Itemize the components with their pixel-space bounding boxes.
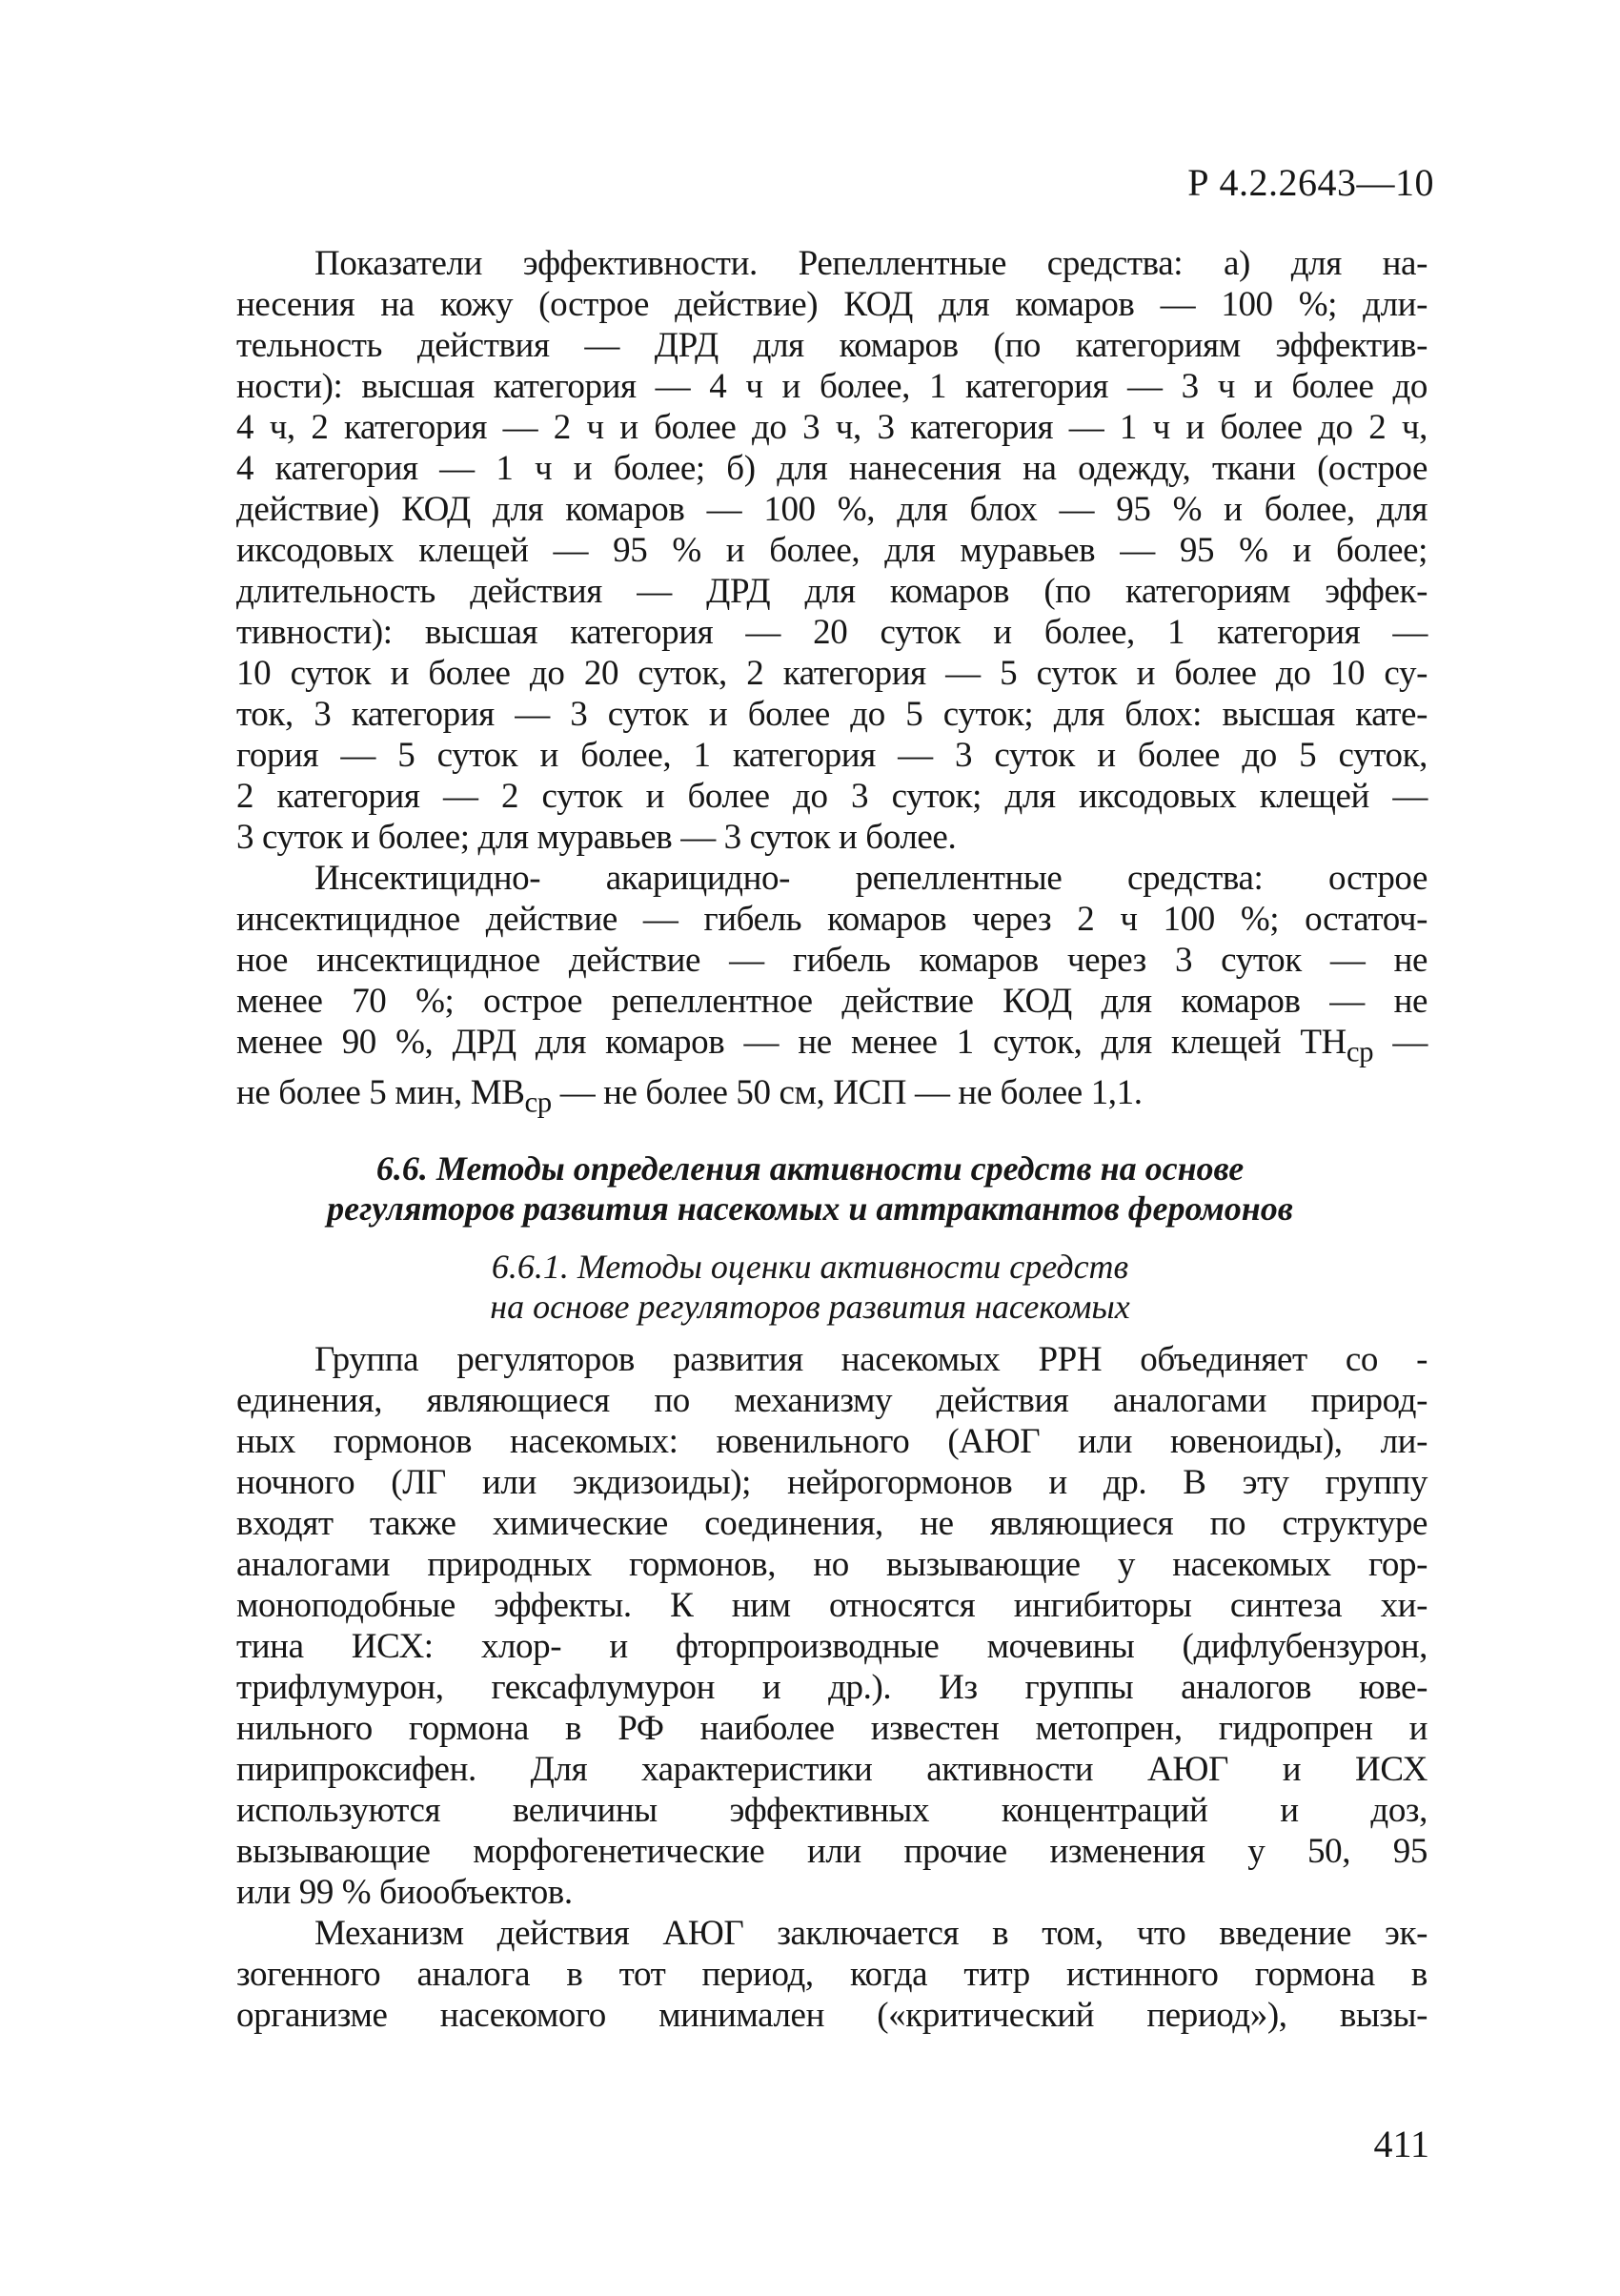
- text-fragment: менее 90 %, ДРД для комаров — не менее 1 суток, для клещей ТН: [236, 1023, 1347, 1062]
- text-line: 3 суток и более; для муравьев — 3 суток и более.: [236, 818, 957, 857]
- text-line: аналогами природных гормонов, но вызывающие у насекомых гор-: [236, 1545, 1428, 1584]
- text-line: организме насекомого минимален («критический период»), вызы-: [236, 1996, 1428, 2035]
- text-line: тивности): высшая категория — 20 суток и более, 1 категория —: [236, 613, 1428, 652]
- text-line: несения на кожу (острое действие) КОД для комаров — 100 %; дли-: [236, 285, 1428, 324]
- text-line: 4 ч, 2 категория — 2 ч и более до 3 ч, 3 категория — 1 ч и более до 2 ч,: [236, 408, 1428, 447]
- text-line: 2 категория — 2 суток и более до 3 суток; для иксодовых клещей —: [236, 777, 1428, 816]
- section-heading: [191, 1148, 1429, 1229]
- heading-line: на основе регуляторов развития насекомых: [490, 1288, 1130, 1326]
- text-line: ности): высшая категория — 4 ч и более, 1 категория — 3 ч и более до: [236, 367, 1428, 406]
- text-line: Группа регуляторов развития насекомых РРН объединяет со -: [314, 1340, 1428, 1379]
- text-line: иксодовых клещей — 95 % и более, для муравьев — 95 % и более;: [236, 531, 1428, 570]
- paragraph-efficiency-indicators: [236, 243, 1428, 858]
- text-line: тина ИСХ: хлор- и фторпроизводные мочевины (дифлубензурон,: [236, 1627, 1428, 1666]
- page-number: 411: [1373, 2123, 1429, 2165]
- text-block-insecticidal: [236, 858, 1428, 1124]
- text-line: ночного (ЛГ или экдизоиды); нейрогормонов и др. В эту группу: [236, 1463, 1428, 1502]
- text-line: действие) КОД для комаров — 100 %, для блох — 95 % и более, для: [236, 490, 1428, 529]
- text-line: нильного гормона в РФ наиболее известен метопрен, гидропрен и: [236, 1709, 1428, 1748]
- text-line: 4 категория — 1 ч и более; б) для нанесения на одежду, ткани (острое: [236, 449, 1428, 488]
- text-fragment: — не более 50 см, ИСП — не более 1,1.: [559, 1073, 1143, 1113]
- text-line: входят также химические соединения, не являющиеся по структуре: [236, 1504, 1428, 1543]
- subscript-sr: ср: [1346, 1035, 1374, 1068]
- heading-line: регуляторов развития насекомых и аттрактантов феромонов: [327, 1189, 1293, 1228]
- text-line: вызывающие морфогенетические или прочие изменения у 50, 95: [236, 1832, 1428, 1871]
- text-line: менее 70 %; острое репеллентное действие КОД для комаров — не: [236, 982, 1428, 1021]
- text-line: гория — 5 суток и более, 1 категория — 3 суток и более до 5 суток,: [236, 736, 1428, 775]
- text-line: используются величины эффективных концентраций и доз,: [236, 1791, 1428, 1830]
- text-line-with-subscript: [236, 1072, 1428, 1123]
- subsection-heading: [191, 1247, 1429, 1327]
- text-line: Показатели эффективности. Репеллентные средства: а) для на-: [314, 244, 1428, 283]
- document-code: Р 4.2.2643—10: [1187, 161, 1434, 204]
- text-line: тельность действия — ДРД для комаров (по категориям эффектив-: [236, 326, 1428, 365]
- text-line: единения, являющиеся по механизму действия аналогами природ-: [236, 1381, 1428, 1420]
- paragraph-insecticidal-repellent: [236, 858, 1428, 1124]
- text-line: ток, 3 категория — 3 суток и более до 5 суток; для блох: высшая кате-: [236, 695, 1428, 734]
- text-fragment-dash: —: [1392, 1023, 1428, 1062]
- text-line: длительность действия — ДРД для комаров (по категориям эффек-: [236, 572, 1428, 611]
- text-block-efficiency: [236, 243, 1428, 858]
- text-line: зогенного аналога в тот период, когда титр истинного гормона в: [236, 1955, 1428, 1994]
- text-line: пирипроксифен. Для характеристики активности АЮГ и ИСХ: [236, 1750, 1428, 1789]
- paragraph-growth-regulators: [236, 1339, 1428, 1913]
- text-line: трифлумурон, гексафлумурон и др.). Из группы аналогов юве-: [236, 1668, 1428, 1707]
- text-line: моноподобные эффекты. К ним относятся ингибиторы синтеза хи-: [236, 1586, 1428, 1625]
- text-line: ное инсектицидное действие — гибель комаров через 3 суток — не: [236, 941, 1428, 980]
- paragraph-mechanism: [236, 1913, 1428, 2036]
- heading-line: 6.6. Методы определения активности средств на основе: [375, 1149, 1245, 1188]
- text-line: Механизм действия АЮГ заключается в том, что введение эк-: [314, 1914, 1428, 1953]
- text-line: Инсектицидно- акарицидно- репеллентные средства: острое: [314, 859, 1428, 898]
- text-line-with-subscript: [236, 1022, 1428, 1072]
- text-line: 10 суток и более до 20 суток, 2 категория — 5 суток и более до 10 су-: [236, 654, 1428, 693]
- text-line: или 99 % биообъектов.: [236, 1873, 573, 1912]
- text-line: ных гормонов насекомых: ювенильного (АЮГ или ювеноиды), ли-: [236, 1422, 1428, 1461]
- text-line: инсектицидное действие — гибель комаров через 2 ч 100 %; остаточ-: [236, 900, 1428, 939]
- text-fragment: не более 5 мин, МВ: [236, 1073, 525, 1113]
- subscript-sr: ср: [524, 1086, 552, 1119]
- text-block-regulators: [236, 1339, 1428, 2036]
- heading-line: 6.6.1. Методы оценки активности средств: [491, 1248, 1129, 1286]
